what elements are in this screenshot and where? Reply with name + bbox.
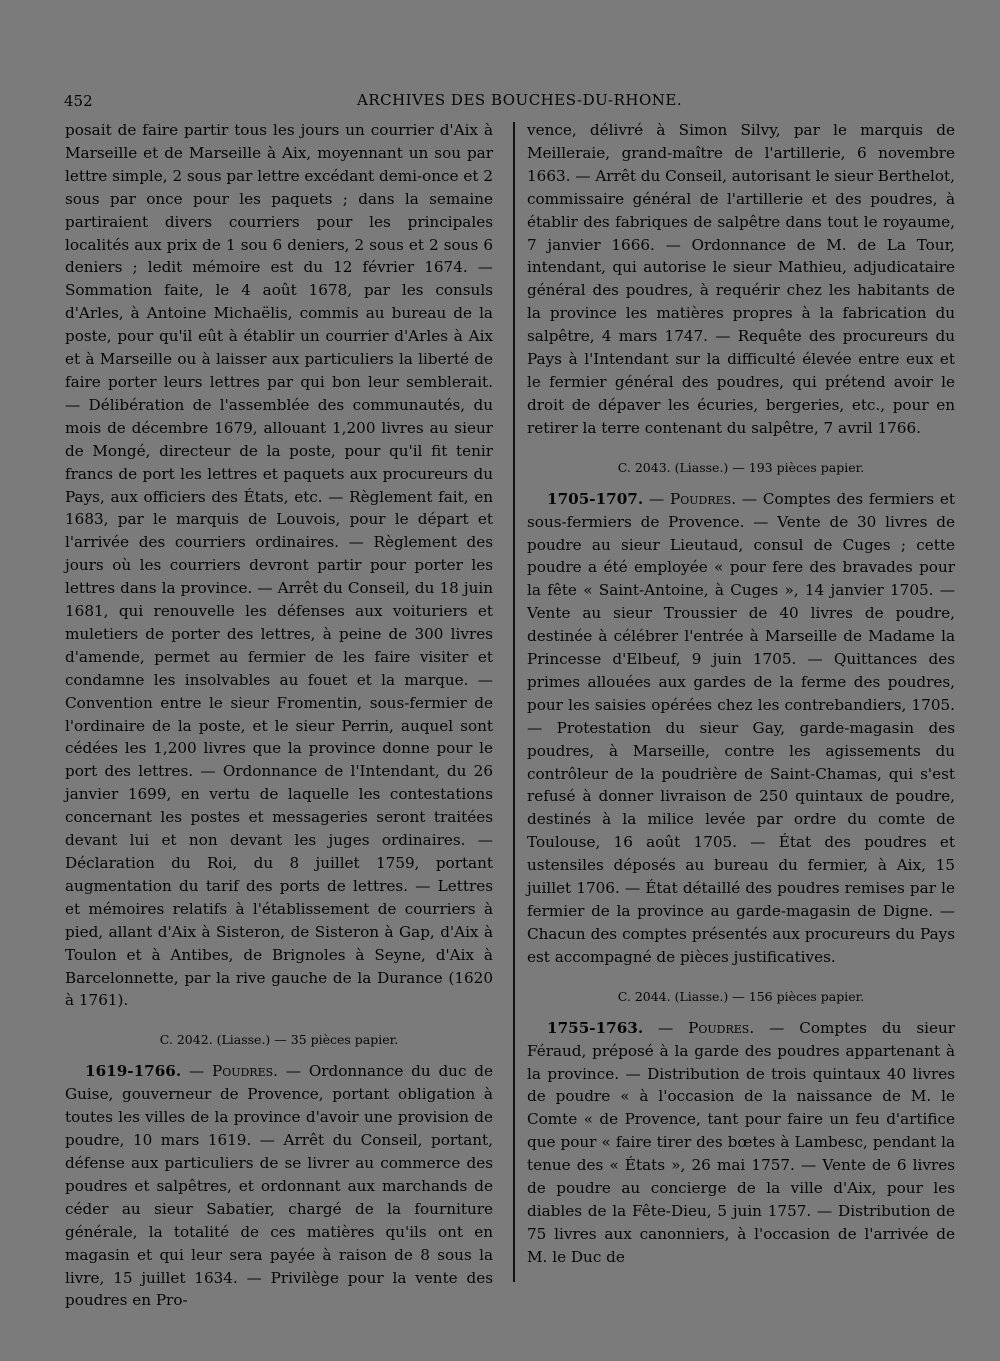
- continued-paragraph: vence, délivré à Simon Silvy, par le marquis de Meilleraie, grand-maître de l'artillerie, 6 novembre 1663. — Arrêt du Conseil, autorisant le sieur Berthelot, commissaire général de l'artillerie et des poudres, à établir des fabriques de salpêtre dans tout le royaume, 7 janvier 1666. — Ordonnance de M. de La Tour, intendant, qui autorise le sieur Mathieu, adjudicataire général des poudres, à requérir chez les habitants de la province les matières propres à la fabrication du salpêtre, 4 mars 1747. — Requête des procureurs du Pays à l'Intendant sur la difficulté élevée entre eux et le fermier général des poudres, qui prétend avoir le droit de dépaver les écuries, bergeries, etc., pour en retirer la terre contenant du salpêtre, 7 avril 1766.: [527, 121, 955, 437]
- running-title: ARCHIVES DES BOUCHES-DU-RHONE.: [357, 91, 683, 109]
- entry-subject: Poudres.: [211, 1062, 278, 1081]
- entry-date-range: 1705-1707.: [547, 489, 644, 508]
- entry-text: — Ordonnance du duc de Guise, gouverneur de Provence, portant obligation à toutes les villes de la province d'avoir une provision de poudre, 10 mars 1619. — Arrêt du Conseil, portant, défense aux particuliers de se livrer au commerce des poudres et salpêtres, et ordonnant aux marchands de céder au sieur Sabatier, chargé de la fourniture générale, la totalité de ces matières qu'ils ont en magasin et qui leur sera payée à raison de 8 sous la livre, 15 juillet 1634. — Privilège pour la vente des poudres en Pro-: [65, 1062, 493, 1310]
- entry-subject: Poudres.: [688, 1018, 755, 1037]
- left-column: [65, 119, 493, 1312]
- entry-c2043: 1705-1707. — Poudres. — Comptes des fermiers et sous-fermiers de Provence. — Vente de 30 livres de poudre au sieur Lieutaud, consul de Cuges ; cette poudre a été employée « pour fere des bravades pour la fête « Saint-Antoine, à Cuges », 14 janvier 1705. — Vente au sieur Troussier de 40 livres de poudre, destinée à célébrer l'entrée à Marseille de Madame la Princesse d'Elbeuf, 9 juin 1705. — Quittances des primes allouées aux gardes de la ferme des poudres, pour les saisies opérées chez les contrebandiers, 1705. — Protestation du sieur Gay, garde-magasin des poudres, à Marseille, contre les agissements du contrôleur de la poudrière de Saint-Chamas, qui s'est refusé à donner livraison de 250 quintaux de poudre, destinés à la milice levée par ordre du comte de Toulouse, 16 août 1705. — État des poudres et ustensiles déposés au bureau du fermier, à Aix, 15 juillet 1706. — État détaillé des poudres remises par le fermier de la province au garde-magasin de Digne. — Chacun des comptes présentés aux procureurs du Pays est accompagné de pièces justificatives.: [527, 489, 955, 966]
- right-column: [527, 119, 955, 1269]
- entry-heading-c2042: C. 2042. (Liasse.) — 35 pièces papier.: [159, 1032, 399, 1048]
- continued-paragraph: posait de faire partir tous les jours un courrier d'Aix à Marseille et de Marseille à Aix, moyennant un sou par lettre simple, 2 sous par lettre excédant demi-once et 2 sous par once pour les paquets ; dans la semaine partiraient divers courriers pour les principales localités aux prix de 1 sou 6 deniers, 2 sous et 2 sous 6 deniers ; ledit mémoire est du 12 février 1674. — Sommation faite, le 4 août 1678, par les consuls d'Arles, à Antoine Michaëlis, commis au bureau de la poste, pour qu'il eût à établir un courrier d'Arles à Aix et à Marseille ou à laisser aux particuliers la liberté de faire porter leurs lettres par qui bon leur semblerait. — Délibération de l'assemblée des communautés, du mois de décembre 1679, allouant 1,200 livres au sieur de Mongé, directeur de la poste, pour qu'il fit tenir francs de port les lettres et paquets aux procureurs du Pays, aux officiers des États, etc. — Règlement fait, en 1683, par le marquis de Louvois, pour le départ et l'arrivée des courriers ordinaires. — Règlement des jours où les courriers devront partir pour porter les lettres dans la province. — Arrêt du Conseil, du 18 juin 1681, qui renouvelle les défenses aux voituriers et muletiers de porter des lettres, à peine de 300 livres d'amende, permet au fermier de les faire visiter et condamne les insolvables au fouet et la marque. — Convention entre le sieur Fromentin, sous-fermier de l'ordinaire de la poste, et le sieur Perrin, auquel sont cédées les 1,200 livres que la province donne pour le port des lettres. — Ordonnance de l'Intendant, du 26 janvier 1699, en vertu de laquelle les contestations concernant les postes et messageries seront traitées devant lui et non devant les juges ordinaires. — Déclaration du Roi, du 8 juillet 1759, portant augmentation du tarif des ports de lettres. — Lettres et mémoires relatifs à l'établissement de courriers à pied, allant d'Aix à Sisteron, de Sisteron à Gap, d'Aix à Toulon et à Antibes, de Brignoles à Seyne, d'Aix à Barcelonnette, par la rive gauche de la Durance (1620 à 1761).: [65, 121, 493, 1010]
- entry-c2042: 1619-1766. — Poudres. — Ordonnance du duc de Guise, gouverneur de Provence, portant obligation à toutes les villes de la province d'avoir une provision de poudre, 10 mars 1619. — Arrêt du Conseil, portant, défense aux particuliers de se livrer au commerce des poudres et salpêtres, et ordonnant aux marchands de céder au sieur Sabatier, chargé de la fourniture générale, la totalité de ces matières qu'ils ont en magasin et qui leur sera payée à raison de 8 sous la livre, 15 juillet 1634. — Privilège pour la vente des poudres en Pro-: [65, 1062, 493, 1310]
- entry-text: — Comptes des fermiers et sous-fermiers de Provence. — Vente de 30 livres de poudre au sieur Lieutaud, consul de Cuges ; cette poudre a été employée « pour fere des bravades pour la fête « Saint-Antoine, à Cuges », 14 janvier 1705. — Vente au sieur Troussier de 40 livres de poudre, destinée à célébrer l'entrée à Marseille de Madame la Princesse d'Elbeuf, 9 juin 1705. — Quittances des primes allouées aux gardes de la ferme des poudres, pour les saisies opérées chez les contrebandiers, 1705. — Protestation du sieur Gay, garde-magasin des poudres, à Marseille, contre les agissements du contrôleur de la poudrière de Saint-Chamas, qui s'est refusé à donner livraison de 250 quintaux de poudre, destinés à la milice levée par ordre du comte de Toulouse, 16 août 1705. — État des poudres et ustensiles déposés au bureau du fermier, à Aix, 15 juillet 1706. — État détaillé des poudres remises par le fermier de la province au garde-magasin de Digne. — Chacun des comptes présentés aux procureurs du Pays est accompagné de pièces justificatives.: [527, 489, 955, 966]
- entry-date-range: 1619-1766.: [85, 1062, 182, 1081]
- entry-date-range: 1755-1763.: [547, 1018, 644, 1037]
- entry-subject: Poudres.: [670, 489, 737, 508]
- column-divider: [513, 122, 515, 1282]
- page-number: 452: [64, 92, 93, 110]
- entry-heading-c2044: C. 2044. (Liasse.) — 156 pièces papier.: [617, 988, 865, 1004]
- entry-c2044: 1755-1763. — Poudres. — Comptes du sieur Féraud, préposé à la garde des poudres appartenant à la province. — Distribution de trois quintaux 40 livres de poudre « à l'occasion de la naissance de M. le Comte « de Provence, tant pour faire un feu d'artifice que pour « faire tirer des bœtes à Lambesc, pendant la tenue des « États », 26 mai 1757. — Vente de 6 livres de poudre au concierge de la ville d'Aix, pour les diables de la Fête-Dieu, 5 juin 1757. — Distribution de 75 livres aux canonniers, à l'occasion de l'arrivée de M. le Duc de: [527, 1018, 955, 1266]
- entry-text: — Comptes du sieur Féraud, préposé à la garde des poudres appartenant à la province. — Distribution de trois quintaux 40 livres de poudre « à l'occasion de la naissance de M. le Comte « de Provence, tant pour faire un feu d'artifice que pour « faire tirer des bœtes à Lambesc, pendant la tenue des « États », 26 mai 1757. — Vente de 6 livres de poudre au concierge de la ville d'Aix, pour les diables de la Fête-Dieu, 5 juin 1757. — Distribution de 75 livres aux canonniers, à l'occasion de l'arrivée de M. le Duc de: [527, 1018, 955, 1266]
- entry-heading-c2043: C. 2043. (Liasse.) — 193 pièces papier.: [617, 459, 865, 475]
